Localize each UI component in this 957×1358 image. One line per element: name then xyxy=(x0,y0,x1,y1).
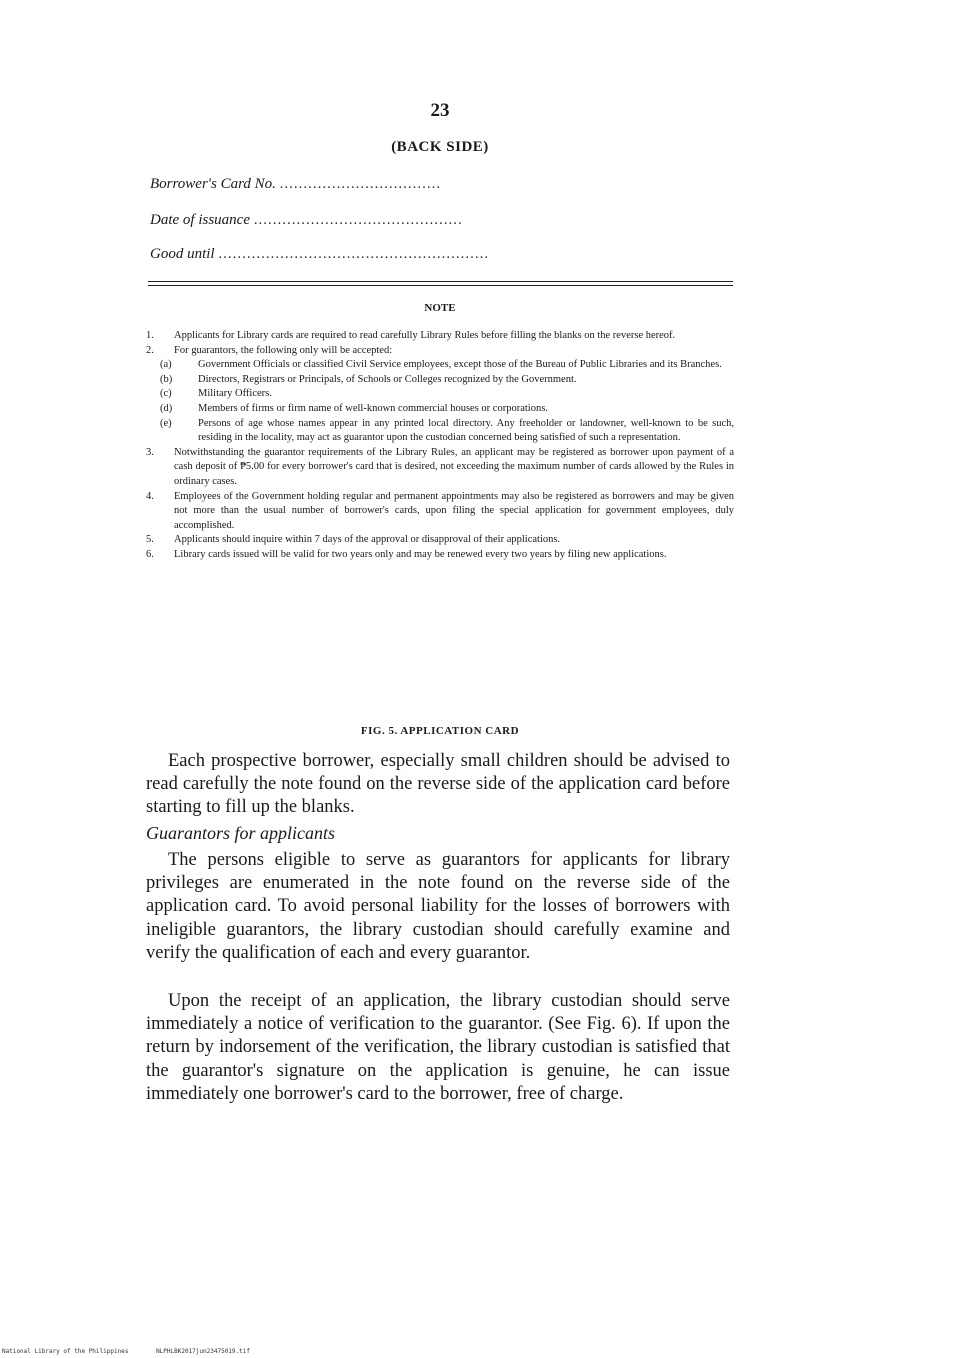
note-item xyxy=(146,533,734,548)
figure-caption: FIG. 5. APPLICATION CARD xyxy=(360,725,520,737)
note-item xyxy=(146,548,734,563)
note-number: 6. xyxy=(146,548,154,560)
note-sub-item xyxy=(160,417,734,446)
scan-footer xyxy=(2,1348,274,1355)
note-number: 1. xyxy=(146,330,154,341)
card-field-good-until xyxy=(150,246,489,263)
sub-item-letter: (a) xyxy=(160,359,172,371)
note-text: Applicants for Library cards are required to read carefully Library Rules before filling the blanks on the reverse hereof. xyxy=(174,330,676,341)
body-paragraph-3 xyxy=(146,990,730,1106)
paragraph-text: The persons eligible to serve as guarantors for applicants for library privileges are enumerated in the note found on the reverse side of the application card. To avoid personal liability for the losses of borrowers with ineligible guarantors, the library custodian should carefully examine and verify the qualification of each and every guarantor. xyxy=(146,850,730,963)
note-item xyxy=(146,329,734,344)
note-sub-item xyxy=(160,402,734,417)
card-field-borrower-card-no xyxy=(150,176,441,193)
body-paragraph-1 xyxy=(146,750,730,820)
sub-item-letter: (e) xyxy=(160,417,172,429)
card-field-label: Good until xyxy=(150,246,215,262)
body-paragraph-2 xyxy=(146,849,730,965)
sub-item-text: Members of firms or firm name of well-known commercial houses or corporations. xyxy=(198,402,548,414)
back-side-label: (BACK SIDE) xyxy=(391,139,489,155)
note-item xyxy=(146,344,734,359)
card-field-dots: .................................. xyxy=(279,176,442,192)
note-sub-item xyxy=(160,387,734,402)
paragraph-text: Each prospective borrower, especially small children should be advised to read carefully the note found on the reverse side of the application card before starting to fill up the blanks. xyxy=(146,751,730,818)
note-number: 4. xyxy=(146,490,154,502)
card-field-dots: ............................................ xyxy=(253,212,463,228)
note-text: Notwithstanding the guarantor requirements of the Library Rules, an applicant may be registered as borrower upon payment of a cash deposit of ₱5.00 for every borrower's card that is desired, not exceeding the maximum number of cards allowed by the Rules in ordinary cases. xyxy=(174,446,734,487)
note-sub-item xyxy=(160,373,734,388)
note-text: Employees of the Government holding regular and permanent appointments may also be registered as borrowers and may be given not more than the usual number of borrower's cards, upon filing the special application for government employees, duly accomplished. xyxy=(174,490,734,531)
note-sub-item xyxy=(160,358,734,373)
paragraph-text: Upon the receipt of an application, the library custodian should serve immediately a notice of verification to the guarantor. (See Fig. 6). If upon the return by indorsement of the verification, the library custodian is satisfied that the guarantor's signature on the application is genuine, he can issue immediately one borrower's card to the borrower, free of charge. xyxy=(146,991,730,1104)
footer-institution: National Library of the Philippines xyxy=(2,1348,129,1355)
sub-item-text: Persons of age whose names appear in any printed local directory. Any freeholder or landowner, well-known to be such, residing in the locality, may act as guarantor upon the custodian concerned being satisfied of such a representation. xyxy=(198,417,734,444)
card-field-dots: ......................................................... xyxy=(218,246,490,262)
card-field-date-of-issuance xyxy=(150,212,463,229)
sub-item-text: Government Officials or classified Civil Service employees, except those of the Bureau of Public Libraries and its Branches. xyxy=(198,359,722,371)
card-divider-rule-second xyxy=(148,285,733,286)
card-divider-rule xyxy=(148,281,733,282)
sub-item-letter: (c) xyxy=(160,388,172,400)
sub-item-text: Directors, Registrars or Principals, of Schools or Colleges recognized by the Government. xyxy=(198,373,577,385)
card-field-label: Borrower's Card No. xyxy=(150,176,276,192)
note-item xyxy=(146,446,734,490)
note-text: Library cards issued will be valid for two years only and may be renewed every two years by filing new applications. xyxy=(174,548,667,560)
note-text: For guarantors, the following only will be accepted: xyxy=(174,344,393,356)
sub-item-text: Military Officers. xyxy=(198,388,272,400)
note-list xyxy=(146,329,734,563)
sub-item-letter: (b) xyxy=(160,373,173,385)
sub-item-letter: (d) xyxy=(160,402,173,414)
note-title: NOTE xyxy=(424,302,456,314)
note-number: 2. xyxy=(146,344,154,356)
footer-scan-id: NLPHLBK2017jun23475019.tif xyxy=(156,1348,250,1355)
note-item xyxy=(146,490,734,534)
note-number: 3. xyxy=(146,446,154,458)
note-text: Applicants should inquire within 7 days of the approval or disapproval of their applications. xyxy=(174,534,561,546)
card-field-label: Date of issuance xyxy=(150,212,250,228)
note-number: 5. xyxy=(146,534,154,546)
section-subheading: Guarantors for applicants xyxy=(146,823,336,843)
page-number: 23 xyxy=(430,100,450,121)
